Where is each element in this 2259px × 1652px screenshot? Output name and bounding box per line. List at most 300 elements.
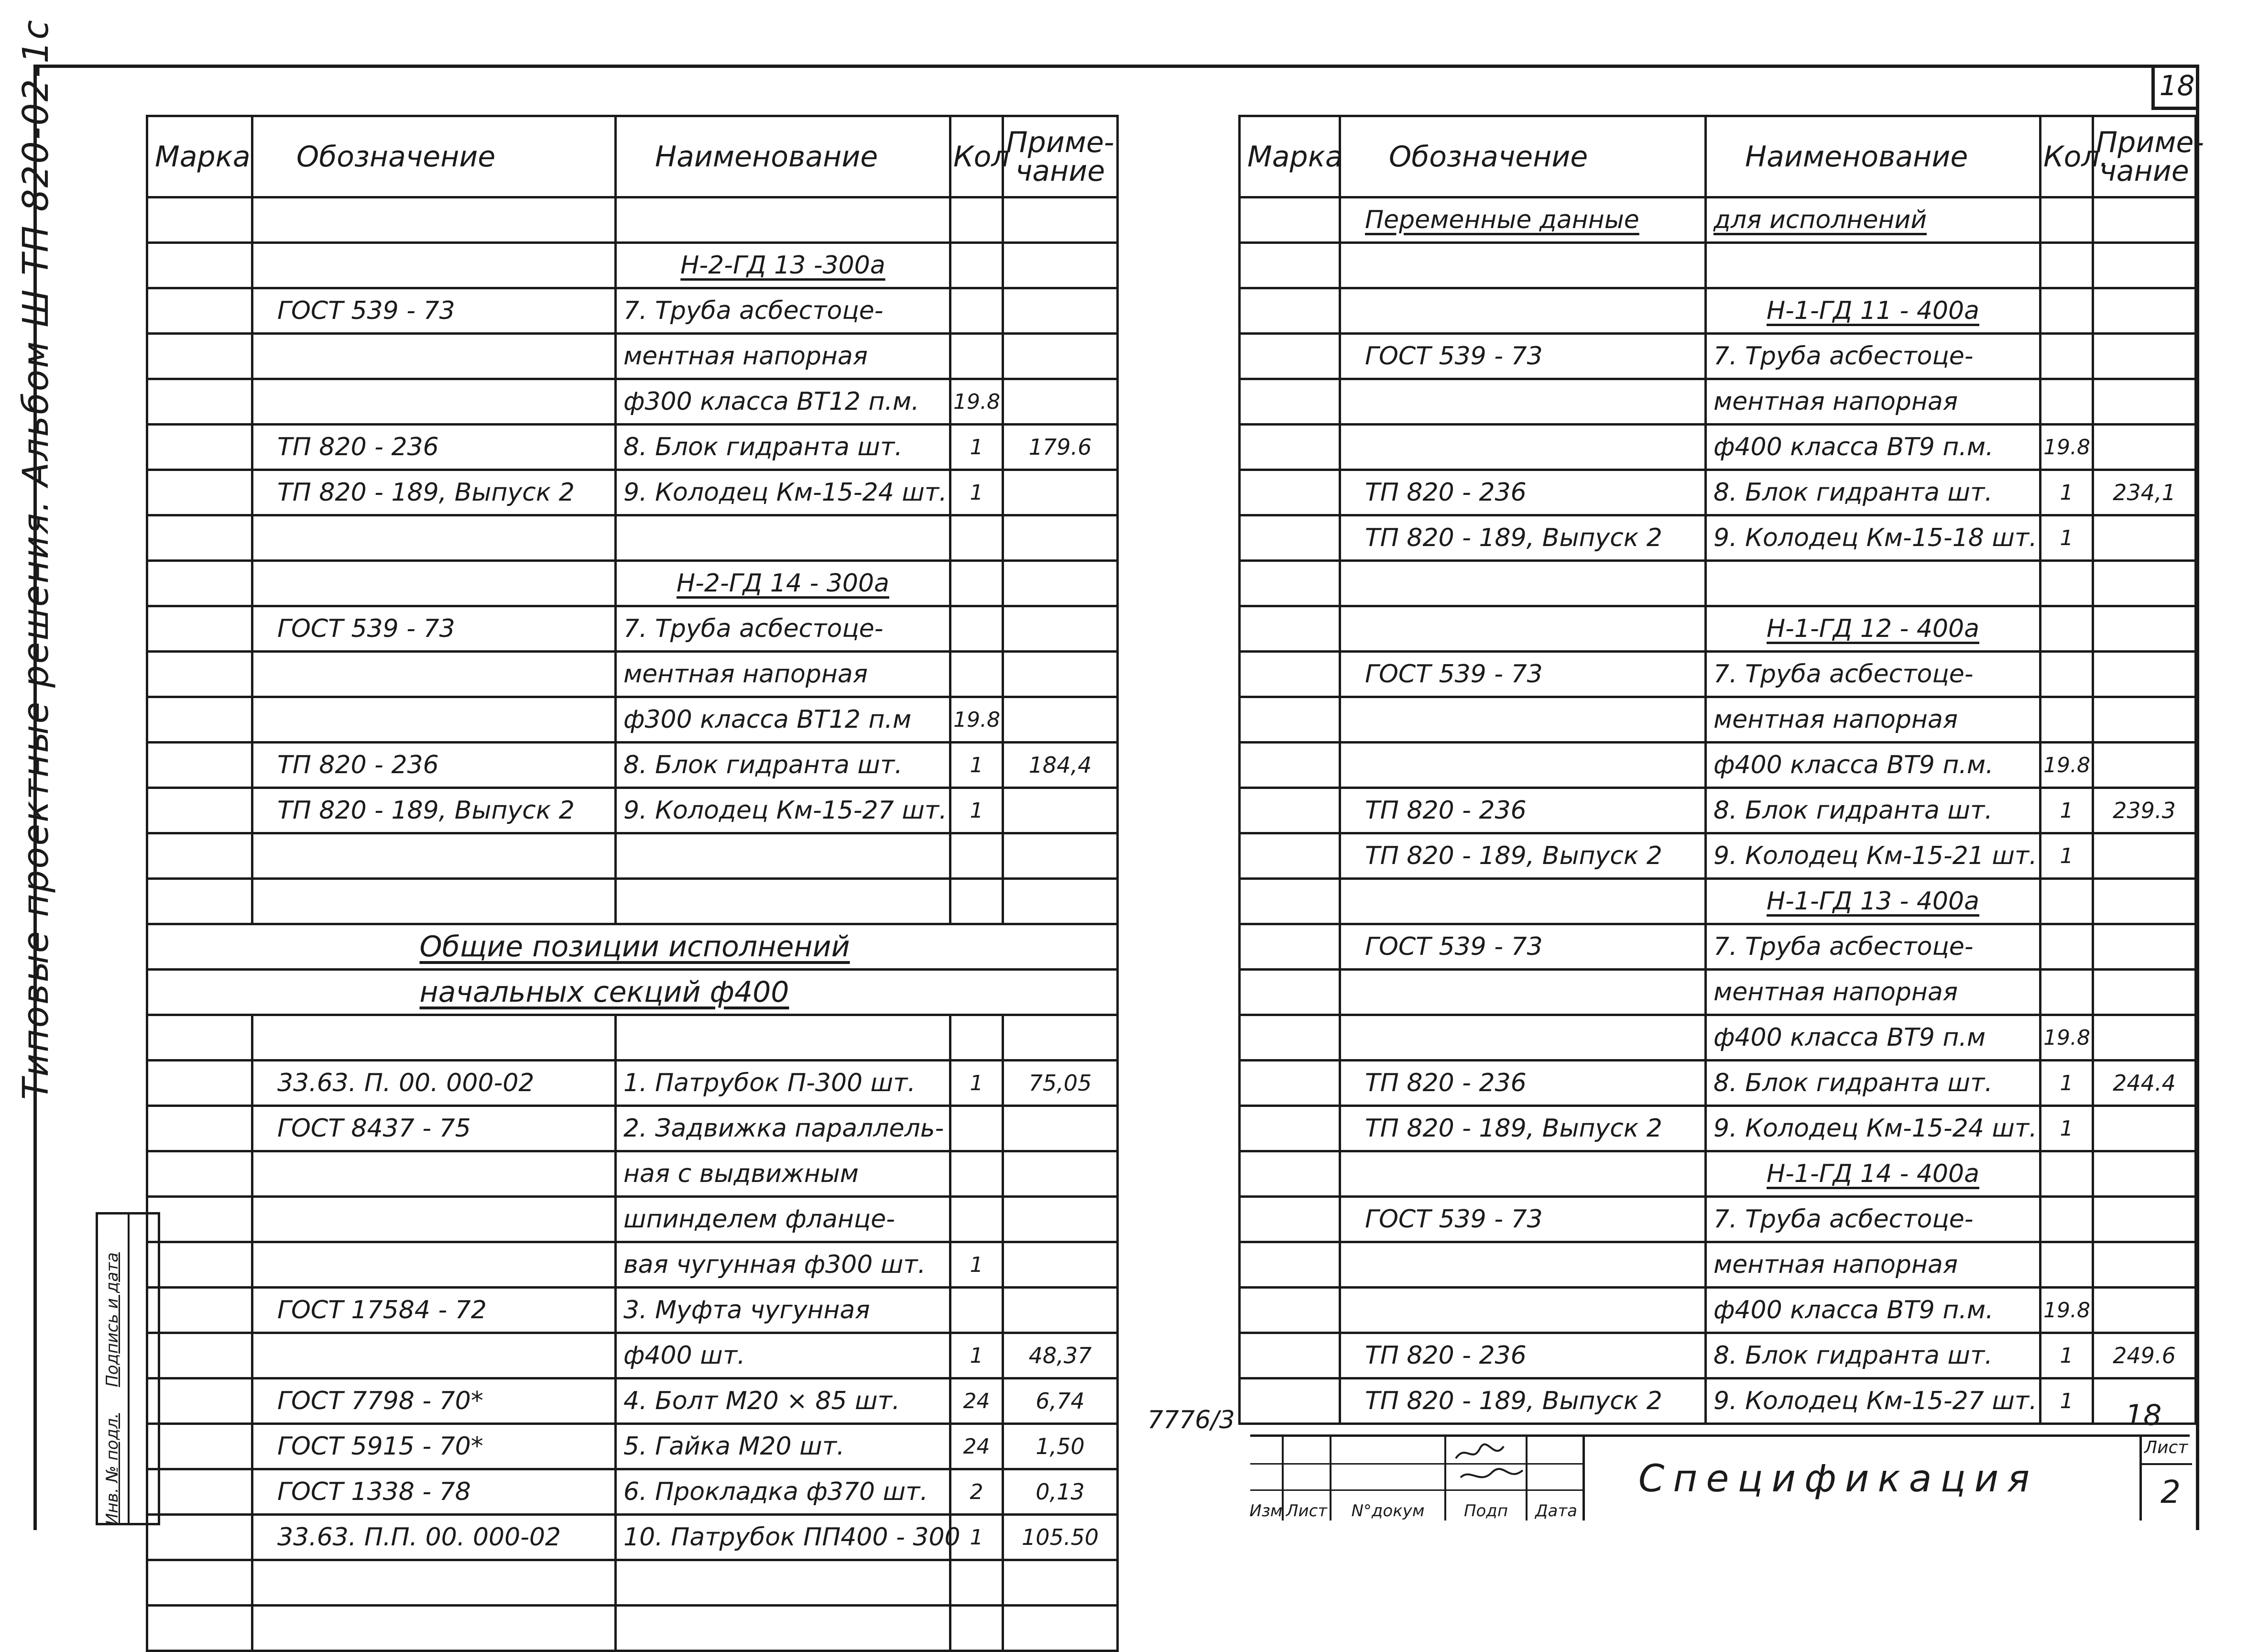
table-row: [147, 1151, 1118, 1197]
cell-marka: [147, 924, 252, 970]
list-label: Лист: [2144, 1438, 2188, 1457]
cell-naimenovanie: ф300 класса ВТ12 п.м: [616, 697, 950, 743]
cell-primechanie: [2093, 652, 2196, 697]
cell-primechanie: [2093, 561, 2196, 606]
cell-oboznachenie: [1340, 243, 1706, 288]
cell-oboznachenie: [1340, 1242, 1706, 1288]
cell-kol: 1: [2041, 515, 2093, 561]
cell-marka: [1240, 470, 1340, 515]
cell-oboznachenie: ТП 820 - 236: [252, 425, 616, 470]
cell-kol: [2041, 652, 2093, 697]
cell-oboznachenie: Переменные данные: [1340, 197, 1706, 243]
cell-primechanie: 234,1: [2093, 470, 2196, 515]
cell-primechanie: [2093, 1106, 2196, 1151]
cell-naimenovanie: ментная напорная: [1706, 697, 2041, 743]
cell-naimenovanie: 9. Колодец Км-15-18 шт.: [1706, 515, 2041, 561]
cell-oboznachenie: [252, 1606, 616, 1651]
cell-naimenovanie: Н-1-ГД 11 - 400а: [1706, 288, 2041, 334]
table-row: [1240, 425, 2196, 470]
cell-primechanie: [2093, 243, 2196, 288]
cell-naimenovanie: ф400 шт.: [616, 1333, 950, 1378]
left-stamp: [96, 1212, 160, 1525]
cell-marka: [1240, 561, 1340, 606]
col-data: Дата: [1535, 1501, 1578, 1521]
cell-naimenovanie: 7. Труба асбестоце-: [1706, 1197, 2041, 1242]
table-row: [1240, 243, 2196, 288]
cell-marka: [147, 1560, 252, 1606]
cell-naimenovanie: 7. Труба асбестоце-: [1706, 924, 2041, 970]
cell-oboznachenie: [252, 1560, 616, 1606]
cell-kol: [2041, 379, 2093, 425]
cell-naimenovanie: ная с выдвижным: [616, 1151, 950, 1197]
cell-kol: 19.8: [2041, 1015, 2093, 1061]
table-row: [147, 379, 1118, 425]
header-primechanie: Приме- чание: [2093, 116, 2196, 197]
cell-oboznachenie: [252, 833, 616, 879]
cell-naimenovanie: ментная напорная: [1706, 970, 2041, 1015]
table-row: [1240, 515, 2196, 561]
cell-kol: [950, 1106, 1003, 1151]
table-row: [1240, 197, 2196, 243]
cell-oboznachenie: [1340, 425, 1706, 470]
table-row: [147, 1061, 1118, 1106]
cell-kol: [2041, 197, 2093, 243]
cell-kol: [950, 1197, 1003, 1242]
table-row: [1240, 1106, 2196, 1151]
cell-marka: [147, 697, 252, 743]
cell-oboznachenie: [252, 197, 616, 243]
cell-naimenovanie: 7. Труба асбестоце-: [616, 606, 950, 652]
cell-kol: [2041, 288, 2093, 334]
cell-marka: [1240, 833, 1340, 879]
cell-naimenovanie: 7. Труба асбестоце-: [1706, 334, 2041, 379]
cell-naimenovanie: [616, 197, 950, 243]
cell-oboznachenie: ТП 820 - 189, Выпуск 2: [252, 788, 616, 833]
cell-primechanie: [1003, 1015, 1118, 1061]
cell-marka: [147, 1106, 252, 1151]
cell-naimenovanie: 8. Блок гидранта шт.: [1706, 470, 2041, 515]
table-row: [1240, 561, 2196, 606]
cell-naimenovanie: 2. Задвижка параллель-: [616, 1106, 950, 1151]
cell-kol: [950, 1015, 1003, 1061]
cell-kol: 1: [950, 743, 1003, 788]
cell-oboznachenie: [1340, 970, 1706, 1015]
cell-primechanie: [1003, 788, 1118, 833]
cell-kol: [2041, 697, 2093, 743]
cell-marka: [147, 1061, 252, 1106]
cell-oboznachenie: [252, 334, 616, 379]
cell-marka: [147, 1242, 252, 1288]
cell-oboznachenie: [252, 1015, 616, 1061]
cell-primechanie: 184,4: [1003, 743, 1118, 788]
cell-oboznachenie: ТП 820 - 236: [1340, 470, 1706, 515]
cell-primechanie: [2093, 879, 2196, 924]
table-row: [147, 1469, 1118, 1515]
col-list: Лист: [1284, 1437, 1331, 1521]
cell-kol: [950, 1288, 1003, 1333]
cell-marka: [147, 1515, 252, 1560]
cell-marka: [147, 1469, 252, 1515]
cell-kol: 1: [2041, 1061, 2093, 1106]
cell-kol: [2041, 970, 2093, 1015]
cell-kol: [2041, 334, 2093, 379]
cell-naimenovanie: [616, 879, 950, 924]
table-row: [1240, 652, 2196, 697]
table-row: [147, 515, 1118, 561]
table-row: [1240, 379, 2196, 425]
table-row: [147, 1333, 1118, 1378]
cell-oboznachenie: [1340, 743, 1706, 788]
cell-primechanie: [2093, 924, 2196, 970]
cell-kol: [950, 1151, 1003, 1197]
cell-kol: 1: [950, 470, 1003, 515]
col-podp: Подп: [1446, 1437, 1528, 1521]
cell-naimenovanie: 10. Патрубок ПП400 - 300: [616, 1515, 950, 1560]
cell-oboznachenie: ГОСТ 539 - 73: [1340, 652, 1706, 697]
cell-marka: [147, 288, 252, 334]
cell-oboznachenie: ГОСТ 5915 - 70*: [252, 1424, 616, 1469]
table-row: [1240, 833, 2196, 879]
table-row: [147, 288, 1118, 334]
cell-naimenovanie: 3. Муфта чугунная: [616, 1288, 950, 1333]
cell-kol: 1: [950, 788, 1003, 833]
cell-marka: [147, 243, 252, 288]
cell-kol: 24: [950, 1424, 1003, 1469]
cell-kol: 1: [2041, 1378, 2093, 1424]
cell-kol: [2041, 1197, 2093, 1242]
cell-kol: [2041, 561, 2093, 606]
cell-kol: [950, 561, 1003, 606]
cell-marka: [147, 606, 252, 652]
table-row: [1240, 606, 2196, 652]
cell-kol: 19.8: [2041, 743, 2093, 788]
table-row: [1240, 743, 2196, 788]
cell-naimenovanie: 7. Труба асбестоце-: [616, 288, 950, 334]
section-heading: начальных секций ф400: [252, 970, 1118, 1015]
cell-primechanie: 105.50: [1003, 1515, 1118, 1560]
cell-primechanie: 48,37: [1003, 1333, 1118, 1378]
cell-primechanie: [2093, 1151, 2196, 1197]
cell-marka: [1240, 606, 1340, 652]
table-row: [1240, 1151, 2196, 1197]
header-primechanie: Приме- чание: [1003, 116, 1118, 197]
header-naimenovanie: Наименование: [1706, 116, 2041, 197]
cell-kol: 19.8: [2041, 1288, 2093, 1333]
cell-oboznachenie: ТП 820 - 189, Выпуск 2: [1340, 1106, 1706, 1151]
cell-oboznachenie: ГОСТ 7798 - 70*: [252, 1378, 616, 1424]
cell-naimenovanie: [1706, 243, 2041, 288]
cell-kol: 2: [950, 1469, 1003, 1515]
table-row: [1240, 1378, 2196, 1424]
cell-kol: 19.8: [2041, 425, 2093, 470]
cell-marka: [1240, 515, 1340, 561]
cell-marka: [147, 425, 252, 470]
cell-marka: [1240, 1197, 1340, 1242]
cell-marka: [147, 379, 252, 425]
table-row: [1240, 1242, 2196, 1288]
cell-primechanie: [2093, 1197, 2196, 1242]
cell-primechanie: [1003, 697, 1118, 743]
table-row: [1240, 1061, 2196, 1106]
cell-marka: [147, 515, 252, 561]
cell-kol: 1: [950, 1515, 1003, 1560]
cell-marka: [1240, 379, 1340, 425]
table-row: [1240, 288, 2196, 334]
cell-naimenovanie: 8. Блок гидранта шт.: [1706, 1061, 2041, 1106]
cell-naimenovanie: 6. Прокладка ф370 шт.: [616, 1469, 950, 1515]
cell-oboznachenie: [252, 879, 616, 924]
cell-naimenovanie: 8. Блок гидранта шт.: [616, 743, 950, 788]
cell-oboznachenie: ТП 820 - 236: [1340, 788, 1706, 833]
cell-oboznachenie: ТП 820 - 189, Выпуск 2: [252, 470, 616, 515]
cell-naimenovanie: Н-2-ГД 14 - 300а: [616, 561, 950, 606]
table-row: [1240, 1333, 2196, 1378]
table-row: [147, 1378, 1118, 1424]
cell-marka: [1240, 970, 1340, 1015]
table-row: [147, 833, 1118, 879]
cell-naimenovanie: ф300 класса ВТ12 п.м.: [616, 379, 950, 425]
left-table-header: [147, 116, 1118, 197]
cell-oboznachenie: [252, 697, 616, 743]
cell-primechanie: 239.3: [2093, 788, 2196, 833]
table-row: [147, 697, 1118, 743]
cell-kol: [950, 515, 1003, 561]
cell-kol: [2041, 924, 2093, 970]
cell-oboznachenie: [1340, 561, 1706, 606]
cell-marka: [1240, 425, 1340, 470]
cell-oboznachenie: [252, 1242, 616, 1288]
cell-marka: [147, 1288, 252, 1333]
table-row: [1240, 697, 2196, 743]
cell-marka: [1240, 334, 1340, 379]
cell-naimenovanie: 9. Колодец Км-15-27 шт.: [616, 788, 950, 833]
cell-primechanie: [2093, 425, 2196, 470]
cell-primechanie: [2093, 606, 2196, 652]
cell-kol: [2041, 243, 2093, 288]
cell-naimenovanie: 9. Колодец Км-15-24 шт.: [616, 470, 950, 515]
cell-marka: [1240, 743, 1340, 788]
table-row: [147, 243, 1118, 288]
table-row: [1240, 1197, 2196, 1242]
cell-oboznachenie: [252, 1333, 616, 1378]
cell-naimenovanie: ментная напорная: [1706, 379, 2041, 425]
table-row: [1240, 879, 2196, 924]
cell-primechanie: [2093, 697, 2196, 743]
cell-oboznachenie: ГОСТ 539 - 73: [1340, 334, 1706, 379]
table-row: [1240, 470, 2196, 515]
table-row: [1240, 1015, 2196, 1061]
cell-kol: [2041, 879, 2093, 924]
cell-kol: 1: [2041, 788, 2093, 833]
cell-oboznachenie: ГОСТ 17584 - 72: [252, 1288, 616, 1333]
cell-primechanie: [2093, 288, 2196, 334]
cell-naimenovanie: 8. Блок гидранта шт.: [1706, 788, 2041, 833]
cell-marka: [147, 1333, 252, 1378]
cell-kol: [950, 1606, 1003, 1651]
cell-primechanie: [1003, 197, 1118, 243]
cell-marka: [147, 879, 252, 924]
cell-primechanie: [2093, 970, 2196, 1015]
cell-kol: 1: [2041, 1106, 2093, 1151]
cell-naimenovanie: ф400 класса ВТ9 п.м.: [1706, 425, 2041, 470]
cell-naimenovanie: 8. Блок гидранта шт.: [1706, 1333, 2041, 1378]
cell-kol: 1: [2041, 833, 2093, 879]
cell-primechanie: [1003, 288, 1118, 334]
cell-marka: [147, 1015, 252, 1061]
cell-primechanie: 249.6: [2093, 1333, 2196, 1378]
cell-primechanie: [1003, 833, 1118, 879]
cell-naimenovanie: 1. Патрубок П-300 шт.: [616, 1061, 950, 1106]
cell-kol: [2041, 606, 2093, 652]
table-row: [147, 1515, 1118, 1560]
cell-naimenovanie: 9. Колодец Км-15-24 шт.: [1706, 1106, 2041, 1151]
cell-primechanie: [2093, 379, 2196, 425]
header-naimenovanie: Наименование: [616, 116, 950, 197]
cell-naimenovanie: 5. Гайка М20 шт.: [616, 1424, 950, 1469]
cell-marka: [147, 788, 252, 833]
sign-label: Подпись и дата: [103, 1252, 122, 1387]
cell-oboznachenie: ТП 820 - 189, Выпуск 2: [1340, 515, 1706, 561]
doc-code: 7776/3: [1147, 1406, 1235, 1434]
cell-marka: [147, 197, 252, 243]
cell-marka: [1240, 924, 1340, 970]
table-row: [1240, 1288, 2196, 1333]
cell-oboznachenie: ТП 820 - 236: [1340, 1061, 1706, 1106]
cell-primechanie: [1003, 1197, 1118, 1242]
cell-kol: 1: [950, 425, 1003, 470]
table-row: [1240, 334, 2196, 379]
signature-scribble: [1451, 1439, 1537, 1492]
table-row: [147, 788, 1118, 833]
cell-naimenovanie: Н-1-ГД 14 - 400а: [1706, 1151, 2041, 1197]
cell-primechanie: [1003, 1606, 1118, 1651]
table-row: [147, 1242, 1118, 1288]
sidebar-title: Типовые проектные решения. Альбом Ш ТП 820-02-1с: [15, 18, 56, 1100]
cell-primechanie: [1003, 606, 1118, 652]
cell-oboznachenie: 33.63. П.П. 00. 000-02: [252, 1515, 616, 1560]
cell-oboznachenie: ТП 820 - 236: [1340, 1333, 1706, 1378]
cell-marka: [147, 970, 252, 1015]
cell-oboznachenie: [1340, 1288, 1706, 1333]
cell-naimenovanie: вая чугунная ф300 шт.: [616, 1242, 950, 1288]
cell-kol: [2041, 1242, 2093, 1288]
cell-marka: [1240, 1061, 1340, 1106]
cell-primechanie: [1003, 1288, 1118, 1333]
col-dokum: N°докум: [1331, 1437, 1446, 1521]
cell-oboznachenie: [252, 652, 616, 697]
cell-naimenovanie: Н-1-ГД 12 - 400а: [1706, 606, 2041, 652]
cell-primechanie: [2093, 1015, 2196, 1061]
table-row: [147, 1560, 1118, 1606]
cell-naimenovanie: [616, 1560, 950, 1606]
table-row: [147, 1606, 1118, 1651]
table-row: [147, 1197, 1118, 1242]
cell-marka: [1240, 1151, 1340, 1197]
cell-oboznachenie: ТП 820 - 189, Выпуск 2: [1340, 1378, 1706, 1424]
cell-kol: [2041, 1151, 2093, 1197]
cell-kol: [950, 606, 1003, 652]
cell-primechanie: [1003, 1242, 1118, 1288]
right-spec-table: [1238, 115, 2204, 1425]
cell-naimenovanie: Н-1-ГД 13 - 400а: [1706, 879, 2041, 924]
cell-kol: 1: [2041, 470, 2093, 515]
cell-kol: [950, 197, 1003, 243]
table-row: [147, 1106, 1118, 1151]
cell-primechanie: [1003, 470, 1118, 515]
cell-marka: [1240, 1242, 1340, 1288]
spec-title: Спецификация: [1638, 1457, 2039, 1500]
header-oboznachenie: Обозначение: [252, 116, 616, 197]
cell-marka: [147, 652, 252, 697]
cell-naimenovanie: [1706, 561, 2041, 606]
cell-naimenovanie: ментная напорная: [616, 652, 950, 697]
cell-marka: [1240, 1333, 1340, 1378]
cell-oboznachenie: [1340, 606, 1706, 652]
cell-naimenovanie: ментная напорная: [1706, 1242, 2041, 1288]
cell-primechanie: [2093, 1288, 2196, 1333]
cell-marka: [147, 334, 252, 379]
cell-marka: [1240, 288, 1340, 334]
cell-naimenovanie: [616, 515, 950, 561]
cell-oboznachenie: ГОСТ 539 - 73: [1340, 1197, 1706, 1242]
cell-marka: [147, 561, 252, 606]
cell-primechanie: [1003, 243, 1118, 288]
cell-oboznachenie: ГОСТ 539 - 73: [252, 606, 616, 652]
table-row: [147, 1015, 1118, 1061]
cell-oboznachenie: ГОСТ 539 - 73: [252, 288, 616, 334]
cell-kol: [950, 1560, 1003, 1606]
cell-naimenovanie: [616, 833, 950, 879]
cell-marka: [147, 833, 252, 879]
cell-marka: [147, 470, 252, 515]
cell-primechanie: 1,50: [1003, 1424, 1118, 1469]
right-table-header: [1240, 116, 2196, 197]
cell-oboznachenie: [1340, 879, 1706, 924]
cell-kol: 19.8: [950, 697, 1003, 743]
table-row: [147, 879, 1118, 924]
cell-primechanie: 0,13: [1003, 1469, 1118, 1515]
cell-naimenovanie: 9. Колодец Км-15-27 шт.: [1706, 1378, 2041, 1424]
cell-oboznachenie: ТП 820 - 236: [252, 743, 616, 788]
cell-marka: [147, 743, 252, 788]
header-kol: Кол.: [2041, 116, 2093, 197]
cell-oboznachenie: [252, 1151, 616, 1197]
left-spec-table: [146, 115, 1119, 1652]
cell-naimenovanie: 8. Блок гидранта шт.: [616, 425, 950, 470]
cell-primechanie: [1003, 652, 1118, 697]
table-row: [147, 470, 1118, 515]
cell-naimenovanie: шпинделем фланце-: [616, 1197, 950, 1242]
table-row: [147, 561, 1118, 606]
cell-oboznachenie: [1340, 697, 1706, 743]
cell-naimenovanie: 7. Труба асбестоце-: [1706, 652, 2041, 697]
cell-marka: [1240, 788, 1340, 833]
cell-marka: [1240, 1106, 1340, 1151]
cell-kol: [950, 833, 1003, 879]
cell-oboznachenie: [1340, 1015, 1706, 1061]
cell-oboznachenie: ТП 820 - 189, Выпуск 2: [1340, 833, 1706, 879]
list-number: 2: [2161, 1473, 2181, 1510]
table-row: [1240, 924, 2196, 970]
cell-primechanie: 75,05: [1003, 1061, 1118, 1106]
cell-kol: [950, 243, 1003, 288]
cell-naimenovanie: Н-2-ГД 13 -300а: [616, 243, 950, 288]
cell-oboznachenie: [252, 379, 616, 425]
cell-primechanie: [2093, 334, 2196, 379]
cell-naimenovanie: [616, 1606, 950, 1651]
cell-primechanie: 179.6: [1003, 425, 1118, 470]
cell-marka: [1240, 652, 1340, 697]
